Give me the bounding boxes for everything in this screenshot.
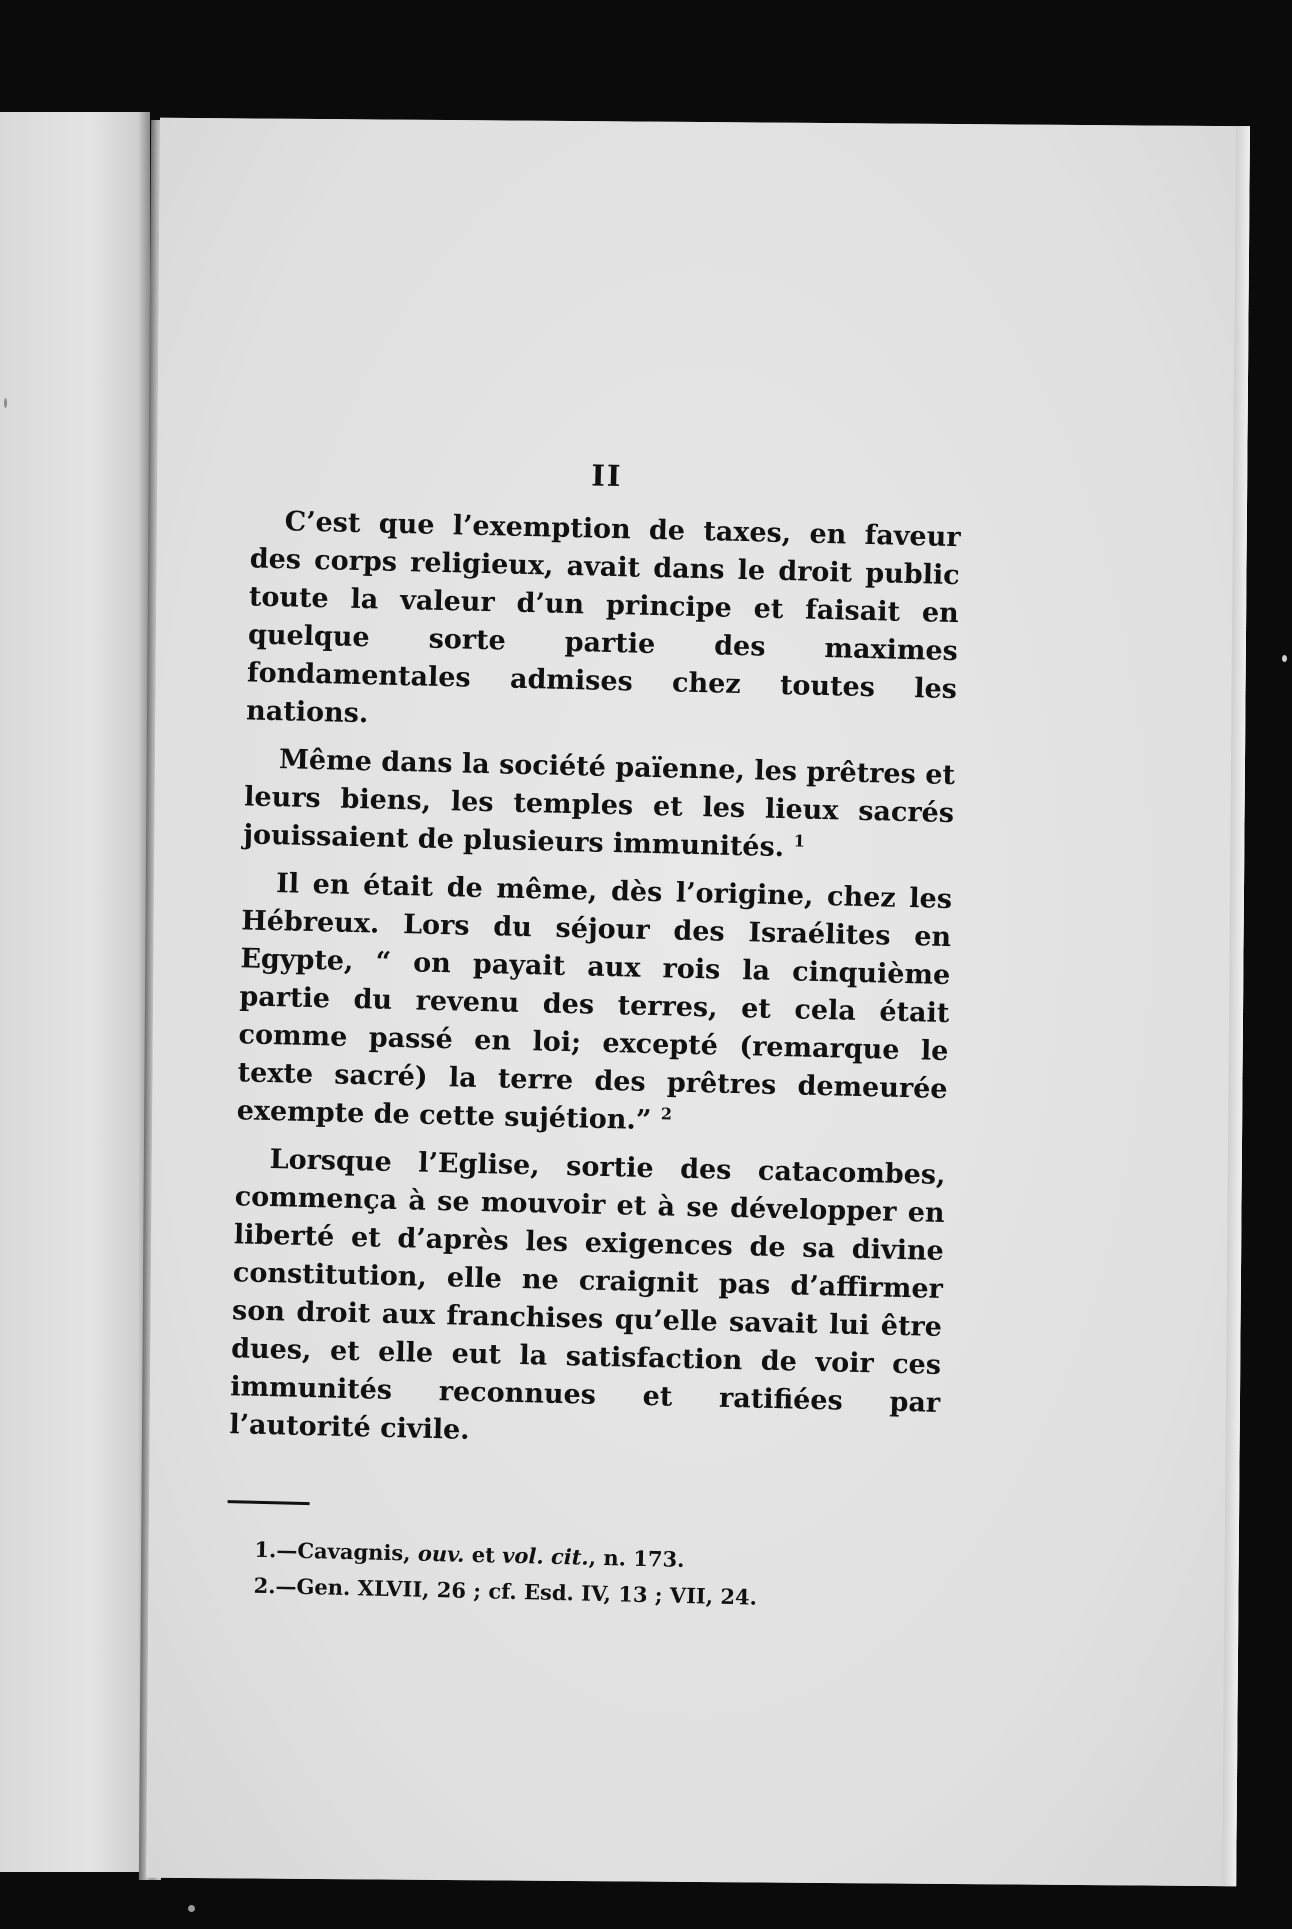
scan-speck [188,1905,195,1912]
scan-speck [4,398,7,408]
previous-page-edge [0,112,150,1872]
paragraph-3 [236,864,952,1147]
paragraph-text: C’est que l’exemption de taxes, en faveur des corps religieux, avait dans le droit public toute la valeur d’un principe et faisait en quelque sorte partie des maximes fondamentales admises chez toutes les nations. [245,506,961,730]
scan-speck [1282,655,1287,662]
footnote-text: , n. 173. [588,1544,685,1572]
footnote-text: 1.—Cavagnis, [254,1536,419,1566]
footnote-italic: ouv. [417,1540,465,1567]
paragraph-text: Même dans la société païenne, les prêtres et leurs biens, les temples et les lieux sacrés jouissaient de plusieurs immunités. [242,744,956,864]
footnote-reference: 2 [660,1104,673,1124]
footnote-text: et [464,1541,503,1568]
paragraph-text: Il en était de même, dès l’origine, chez les Hébreux. Lors du séjour des Israélites en Egypte, “ on payait aux rois la cinquième partie du revenu des terres, et cela était comme passé en loi; excepté (remarque le texte sacré) la terre des prêtres demeurée exempte de cette sujétion.” [236,868,953,1137]
footnote-text: 2.—Gen. XLVII, 26 ; cf. Esd. IV, 13 ; VII, 24. [253,1572,758,1610]
book-page [146,118,1250,1887]
page-text [225,448,962,1619]
paragraph-text: Lorsque l’Eglise, sortie des catacombes, commença à se mouvoir et à se développer en liberté et d’après les exigences de sa divine constitution, elle ne craignit pas d’affirmer son droit aux franchises qu’elle savait lui être dues, et elle eut la satisfaction de voir ces immunités reconnues et ratifiées par l’autorité civile. [229,1144,946,1446]
footnote-reference: 1 [793,831,806,851]
footnote-italic: vol. cit. [501,1542,590,1570]
paragraph-4 [229,1140,946,1461]
paragraph-1 [246,502,961,747]
section-number: II [590,458,623,494]
paragraph-2 [243,740,955,871]
footnote-separator [228,1500,310,1505]
page-edge [1222,126,1250,1886]
